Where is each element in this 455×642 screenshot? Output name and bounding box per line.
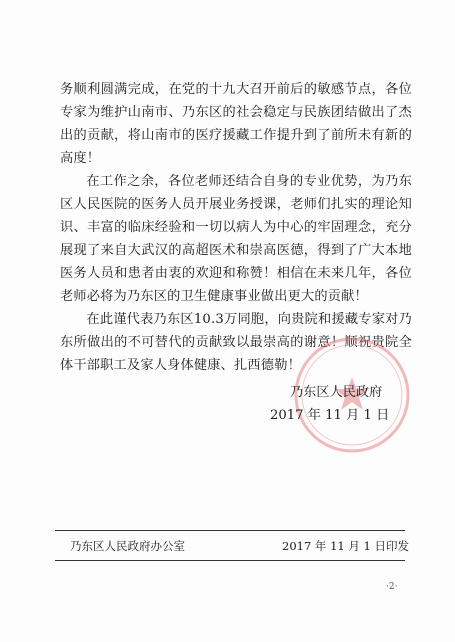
signature-organization: 乃东区人民政府	[290, 385, 383, 400]
page-number: ·2·	[386, 582, 398, 592]
paragraph-thanks: 在此谨代表乃东区10.3万同胞，向贵院和援藏专家对乃东所做出的不可替代的贡献致以最崇高的谢意！顺祝贵院全体干部职工及家人身体健康、扎西德勒！	[60, 312, 412, 373]
footer-divider-bottom	[55, 560, 405, 561]
paragraph-training: 在工作之余，各位老师还结合自身的专业优势，为乃东区人民医院的医务人员开展业务授课，老师们扎实的理论知识、丰富的临床经验和一切以病人为中心的牢固理念，充分展现了来自大武汉的高超医术和崇高医德，得到了广大本地医务人员和患者由衷的欢迎和称赞！相信在未来几年，各位老师必将为乃东区的卫生健康事业做出更大的贡献！	[60, 174, 412, 304]
signature-block	[270, 381, 389, 427]
footer-issuer: 乃东区人民政府办公室	[70, 539, 185, 553]
letter-body	[60, 78, 412, 377]
paragraph-continuation: 务顺利圆满完成，在党的十九大召开前后的敏感节点，各位专家为维护山南市、乃东区的社会稳定与民族团结做出了杰出的贡献，将山南市的医疗援藏工作提升到了前所未有新的高度！	[60, 82, 412, 166]
signature-date: 2017 年 11 月 1 日	[270, 408, 390, 423]
footer-print-date: 2017 年 11 月 1 日印发	[282, 539, 409, 553]
footer-divider-top	[55, 530, 405, 531]
